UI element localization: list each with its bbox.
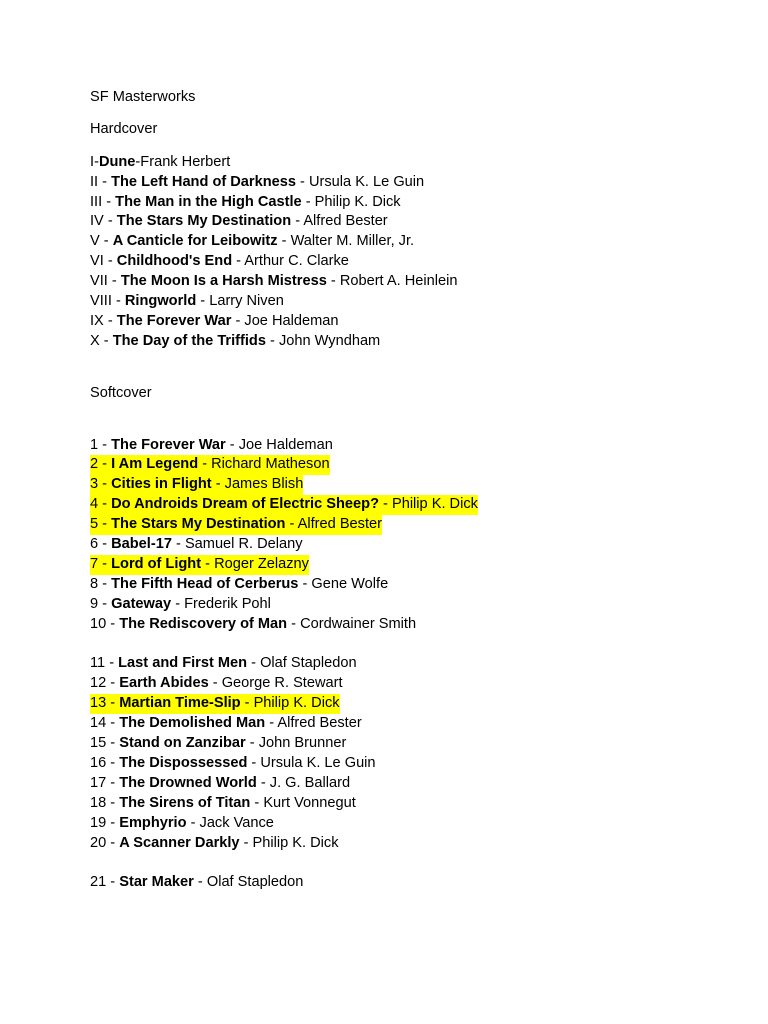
entry-number: VI xyxy=(90,253,104,270)
list-item xyxy=(90,575,730,595)
entry: 10 - The Rediscovery of Man - Cordwainer Smith xyxy=(90,615,417,632)
entry-number: I xyxy=(90,153,95,170)
entry: VIII - Ringworld - Larry Niven xyxy=(90,293,284,310)
entry-author: John Brunner xyxy=(258,735,347,752)
entry-author: Joe Haldeman xyxy=(238,436,333,453)
entry-title: Earth Abides xyxy=(119,675,209,692)
entry-number: 9 xyxy=(90,595,99,612)
list-item xyxy=(90,834,730,854)
entry-number: 3 xyxy=(90,476,99,493)
entry-title: Childhood's End xyxy=(116,253,233,270)
list-item xyxy=(90,193,730,213)
list-item xyxy=(90,153,730,173)
list-item xyxy=(90,232,730,252)
entry: 15 - Stand on Zanzibar - John Brunner xyxy=(90,735,347,752)
entry-title: Babel-17 xyxy=(111,536,172,553)
entry-author: Alfred Bester xyxy=(277,715,362,732)
entry-author: Samuel R. Delany xyxy=(184,536,303,553)
entry-author: Joe Haldeman xyxy=(244,312,339,329)
entry-title: The Moon Is a Harsh Mistress xyxy=(120,273,327,290)
entry: 18 - The Sirens of Titan - Kurt Vonnegut xyxy=(90,794,356,811)
entry-title: The Fifth Head of Cerberus xyxy=(111,575,299,592)
entry-number: 11 xyxy=(90,655,106,672)
entry-title: The Left Hand of Darkness xyxy=(111,173,296,190)
entry: IX - The Forever War - Joe Haldeman xyxy=(90,312,339,329)
entry-number: 14 xyxy=(90,715,107,732)
entry-author: Robert A. Heinlein xyxy=(339,273,458,290)
list-item xyxy=(90,734,730,754)
entry-number: IX xyxy=(90,312,104,329)
list-item xyxy=(90,173,730,193)
entry-number: II xyxy=(90,173,99,190)
entry: 12 - Earth Abides - George R. Stewart xyxy=(90,675,343,692)
entry-title: Emphyrio xyxy=(119,814,187,831)
list-item xyxy=(90,535,730,555)
list-item xyxy=(90,873,730,893)
entry-number: III xyxy=(90,193,103,210)
entry-title: Martian Time-Slip xyxy=(119,695,241,712)
entry-title: The Sirens of Titan xyxy=(119,794,251,811)
entry: 19 - Emphyrio - Jack Vance xyxy=(90,814,274,831)
list-item xyxy=(90,436,730,456)
highlighted-entry: 4 - Do Androids Dream of Electric Sheep? - Philip K. Dick xyxy=(90,495,478,515)
list-item xyxy=(90,252,730,272)
entry-title: The Forever War xyxy=(111,436,226,453)
entry-author: Olaf Stapledon xyxy=(260,655,357,672)
entry-author: Roger Zelazny xyxy=(214,555,309,572)
softcover-list xyxy=(90,436,730,894)
entry-number: X xyxy=(90,332,100,349)
list-item xyxy=(90,814,730,834)
entry-number: 19 xyxy=(90,814,107,831)
entry-number: 16 xyxy=(90,754,107,771)
hardcover-list xyxy=(90,153,730,352)
entry-author: Jack Vance xyxy=(199,814,274,831)
entry-title: Gateway xyxy=(111,595,172,612)
highlighted-entry: 7 - Lord of Light - Roger Zelazny xyxy=(90,555,309,575)
entry-title: Dune xyxy=(98,153,136,170)
entry: 1 - The Forever War - Joe Haldeman xyxy=(90,436,333,453)
entry-title: Last and First Men xyxy=(118,655,248,672)
entry-title: The Drowned World xyxy=(119,774,257,791)
entry-author: Philip K. Dick xyxy=(253,695,340,712)
entry: 20 - A Scanner Darkly - Philip K. Dick xyxy=(90,834,339,851)
hardcover-heading: Hardcover xyxy=(90,121,158,138)
entry-title: The Stars My Destination xyxy=(111,516,286,533)
list-item xyxy=(90,754,730,774)
entry-author: Larry Niven xyxy=(209,293,284,310)
highlighted-entry: 13 - Martian Time-Slip - Philip K. Dick xyxy=(90,694,340,714)
entry-number: 8 xyxy=(90,575,99,592)
entry: V - A Canticle for Leibowitz - Walter M. Miller, Jr. xyxy=(90,233,415,250)
entry-number: VIII xyxy=(90,293,112,310)
entry: 21 - Star Maker - Olaf Stapledon xyxy=(90,874,304,891)
entry-title: The Man in the High Castle xyxy=(115,193,302,210)
entry-title: The Dispossessed xyxy=(119,754,248,771)
entry-title: A Canticle for Leibowitz xyxy=(112,233,278,250)
entry-number: 15 xyxy=(90,735,107,752)
list-item xyxy=(90,615,730,635)
entry-title: Do Androids Dream of Electric Sheep? xyxy=(111,496,379,513)
list-item xyxy=(90,555,730,575)
highlighted-entry: 3 - Cities in Flight - James Blish xyxy=(90,475,303,495)
document-page xyxy=(90,88,730,893)
entry-title: The Forever War xyxy=(116,312,232,329)
entry-author: George R. Stewart xyxy=(221,675,343,692)
list-item xyxy=(90,774,730,794)
entry: 6 - Babel-17 - Samuel R. Delany xyxy=(90,536,303,553)
entry: X - The Day of the Triffids - John Wyndham xyxy=(90,332,381,349)
entry-number: 17 xyxy=(90,774,107,791)
list-item xyxy=(90,332,730,352)
list-item xyxy=(90,694,730,714)
entry-title: A Scanner Darkly xyxy=(119,834,240,851)
entry-author: John Wyndham xyxy=(278,332,381,349)
entry-title: Stand on Zanzibar xyxy=(119,735,246,752)
entry-author: Gene Wolfe xyxy=(311,575,389,592)
entry-title: The Demolished Man xyxy=(119,715,266,732)
entry-author: James Blish xyxy=(224,476,304,493)
list-item xyxy=(90,292,730,312)
entry-number: 21 xyxy=(90,874,107,891)
entry-number: 10 xyxy=(90,615,107,632)
entry: 17 - The Drowned World - J. G. Ballard xyxy=(90,774,351,791)
entry-number: 13 xyxy=(90,695,107,712)
entry-number: 2 xyxy=(90,456,99,473)
entry-author: Philip K. Dick xyxy=(252,834,339,851)
entry-number: VII xyxy=(90,273,108,290)
entry: VII - The Moon Is a Harsh Mistress - Robert A. Heinlein xyxy=(90,273,458,290)
list-item xyxy=(90,272,730,292)
entry-author: Arthur C. Clarke xyxy=(244,253,349,270)
entry-number: 4 xyxy=(90,496,99,513)
entry: 9 - Gateway - Frederik Pohl xyxy=(90,595,271,612)
entry-title: The Stars My Destination xyxy=(116,213,292,230)
list-item xyxy=(90,674,730,694)
entry: 11 - Last and First Men - Olaf Stapledon xyxy=(90,655,357,672)
list-item xyxy=(90,794,730,814)
entry-author: Frank Herbert xyxy=(140,153,231,170)
entry-title: Cities in Flight xyxy=(111,476,212,493)
highlighted-entry: 2 - I Am Legend - Richard Matheson xyxy=(90,455,330,475)
entry: 8 - The Fifth Head of Cerberus - Gene Wolfe xyxy=(90,575,389,592)
entry: II - The Left Hand of Darkness - Ursula K. Le Guin xyxy=(90,173,425,190)
list-item xyxy=(90,312,730,332)
entry: 16 - The Dispossessed - Ursula K. Le Guin xyxy=(90,754,376,771)
entry-author: Philip K. Dick xyxy=(314,193,401,210)
list-item xyxy=(90,714,730,734)
entry-number: 6 xyxy=(90,536,99,553)
entry: 14 - The Demolished Man - Alfred Bester xyxy=(90,715,362,732)
list-item xyxy=(90,475,730,495)
entry-title: I Am Legend xyxy=(111,456,199,473)
entry-number: V xyxy=(90,233,100,250)
entry-author: Cordwainer Smith xyxy=(300,615,417,632)
entry-title: Lord of Light xyxy=(111,555,202,572)
entry-number: 5 xyxy=(90,516,99,533)
entry-author: Richard Matheson xyxy=(211,456,330,473)
list-item xyxy=(90,212,730,232)
entry-number: 7 xyxy=(90,555,99,572)
entry-title: Star Maker xyxy=(119,874,194,891)
entry-number: 20 xyxy=(90,834,107,851)
entry-title: Ringworld xyxy=(124,293,197,310)
entry-author: Olaf Stapledon xyxy=(206,874,304,891)
entry-author: Alfred Bester xyxy=(297,516,382,533)
entry-number: IV xyxy=(90,213,104,230)
list-item xyxy=(90,455,730,475)
entry-author: Ursula K. Le Guin xyxy=(260,754,376,771)
document-title: SF Masterworks xyxy=(90,89,196,105)
entry: IV - The Stars My Destination - Alfred Bester xyxy=(90,213,388,230)
list-item xyxy=(90,515,730,535)
highlighted-entry: 5 - The Stars My Destination - Alfred Bester xyxy=(90,515,382,535)
entry-author: Alfred Bester xyxy=(303,213,388,230)
entry-author: Kurt Vonnegut xyxy=(263,794,356,811)
list-item xyxy=(90,654,730,674)
softcover-heading: Softcover xyxy=(90,384,152,401)
entry-number: 18 xyxy=(90,794,107,811)
entry-title: The Day of the Triffids xyxy=(112,332,266,349)
list-item xyxy=(90,595,730,615)
entry-author: Walter M. Miller, Jr. xyxy=(290,233,415,250)
entry-title: The Rediscovery of Man xyxy=(119,615,288,632)
entry: VI - Childhood's End - Arthur C. Clarke xyxy=(90,253,349,270)
entry-author: Philip K. Dick xyxy=(391,496,478,513)
entry-number: 1 xyxy=(90,436,99,453)
entry-author: Frederik Pohl xyxy=(184,595,271,612)
list-item xyxy=(90,495,730,515)
entry-number: 12 xyxy=(90,675,107,692)
entry: III - The Man in the High Castle - Philip K. Dick xyxy=(90,193,401,210)
entry-author: J. G. Ballard xyxy=(269,774,351,791)
entry: I-Dune-Frank Herbert xyxy=(90,153,231,170)
entry-author: Ursula K. Le Guin xyxy=(308,173,425,190)
